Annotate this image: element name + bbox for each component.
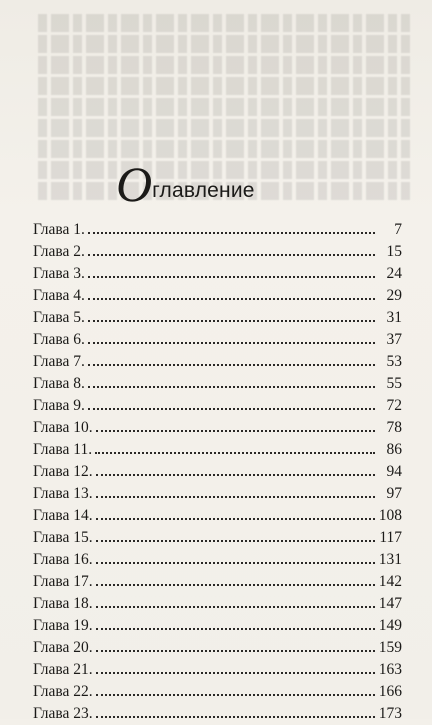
dot-leader [96, 540, 375, 542]
heading-initial: О [116, 156, 152, 212]
dot-leader [96, 430, 375, 432]
toc-entry-label: Глава 17. [33, 573, 93, 590]
toc-entry-page: 7 [394, 221, 402, 238]
dot-leader [88, 276, 375, 278]
toc-entry-page: 37 [386, 331, 402, 348]
toc-entry [33, 329, 402, 351]
dot-leader [88, 254, 375, 256]
dot-leader [88, 386, 375, 388]
toc-entry [33, 461, 402, 483]
table-of-contents [33, 219, 402, 725]
dot-leader [96, 562, 375, 564]
toc-entry-label: Глава 2. [33, 243, 85, 260]
toc-entry [33, 439, 402, 461]
toc-entry-label: Глава 7. [33, 353, 85, 370]
toc-entry [33, 505, 402, 527]
toc-entry-page: 29 [386, 287, 402, 304]
toc-entry [33, 571, 402, 593]
toc-entry-page: 53 [386, 353, 402, 370]
dot-leader [96, 716, 375, 718]
contents-heading [116, 156, 255, 212]
dot-leader [96, 628, 375, 630]
dot-leader [96, 650, 375, 652]
toc-entry-label: Глава 16. [33, 551, 93, 568]
dot-leader [96, 474, 375, 476]
dot-leader [88, 298, 375, 300]
toc-entry-label: Глава 10. [33, 419, 93, 436]
toc-entry [33, 659, 402, 681]
toc-entry-page: 24 [386, 265, 402, 282]
toc-entry [33, 637, 402, 659]
toc-entry-label: Глава 21. [33, 661, 93, 678]
toc-entry-label: Глава 5. [33, 309, 85, 326]
toc-entry [33, 373, 402, 395]
toc-entry-label: Глава 22. [33, 683, 93, 700]
toc-entry-label: Глава 20. [33, 639, 93, 656]
toc-entry-label: Глава 19. [33, 617, 93, 634]
toc-entry-page: 117 [379, 529, 402, 546]
toc-entry-page: 108 [378, 507, 402, 524]
dot-leader [96, 606, 375, 608]
toc-entry [33, 351, 402, 373]
dot-leader [88, 320, 375, 322]
toc-entry-page: 86 [386, 441, 402, 458]
dot-leader [88, 342, 375, 344]
toc-entry [33, 681, 402, 703]
toc-entry-page: 147 [378, 595, 402, 612]
toc-entry-label: Глава 4. [33, 287, 85, 304]
dot-leader [96, 518, 375, 520]
toc-entry-page: 131 [378, 551, 402, 568]
toc-entry [33, 241, 402, 263]
dot-leader [96, 694, 375, 696]
toc-entry [33, 483, 402, 505]
toc-entry-label: Глава 14. [33, 507, 93, 524]
toc-entry [33, 703, 402, 725]
toc-entry-page: 31 [386, 309, 402, 326]
toc-entry-page: 166 [378, 683, 402, 700]
dot-leader [95, 452, 375, 454]
dot-leader [96, 672, 375, 674]
toc-entry-label: Глава 12. [33, 463, 93, 480]
toc-entry-page: 72 [386, 397, 402, 414]
toc-entry-page: 163 [378, 661, 402, 678]
toc-entry-page: 94 [386, 463, 402, 480]
toc-entry [33, 549, 402, 571]
toc-entry-label: Глава 8. [33, 375, 85, 392]
toc-entry-label: Глава 23. [33, 705, 93, 722]
toc-entry-page: 97 [386, 485, 402, 502]
toc-entry-page: 15 [386, 243, 402, 260]
toc-entry [33, 285, 402, 307]
toc-entry [33, 593, 402, 615]
toc-entry-label: Глава 9. [33, 397, 85, 414]
toc-entry-page: 142 [378, 573, 402, 590]
toc-entry-label: Глава 6. [33, 331, 85, 348]
toc-entry-label: Глава 3. [33, 265, 85, 282]
toc-entry-label: Глава 15. [33, 529, 93, 546]
dot-leader [96, 496, 375, 498]
toc-entry [33, 307, 402, 329]
toc-entry [33, 417, 402, 439]
toc-entry-label: Глава 13. [33, 485, 93, 502]
toc-entry [33, 263, 402, 285]
toc-entry-page: 55 [386, 375, 402, 392]
toc-entry-page: 159 [378, 639, 402, 656]
toc-entry-page: 78 [386, 419, 402, 436]
toc-entry-label: Глава 18. [33, 595, 93, 612]
dot-leader [88, 364, 375, 366]
toc-entry [33, 219, 402, 241]
toc-entry-page: 149 [378, 617, 402, 634]
dot-leader [96, 584, 375, 586]
toc-entry [33, 615, 402, 637]
toc-entry-label: Глава 1. [33, 221, 85, 238]
toc-entry-page: 173 [378, 705, 402, 722]
toc-entry [33, 395, 402, 417]
toc-entry-label: Глава 11. [33, 441, 93, 458]
dot-leader [88, 408, 375, 410]
toc-entry [33, 527, 402, 549]
dot-leader [88, 232, 375, 234]
heading-text: главление [152, 179, 255, 202]
